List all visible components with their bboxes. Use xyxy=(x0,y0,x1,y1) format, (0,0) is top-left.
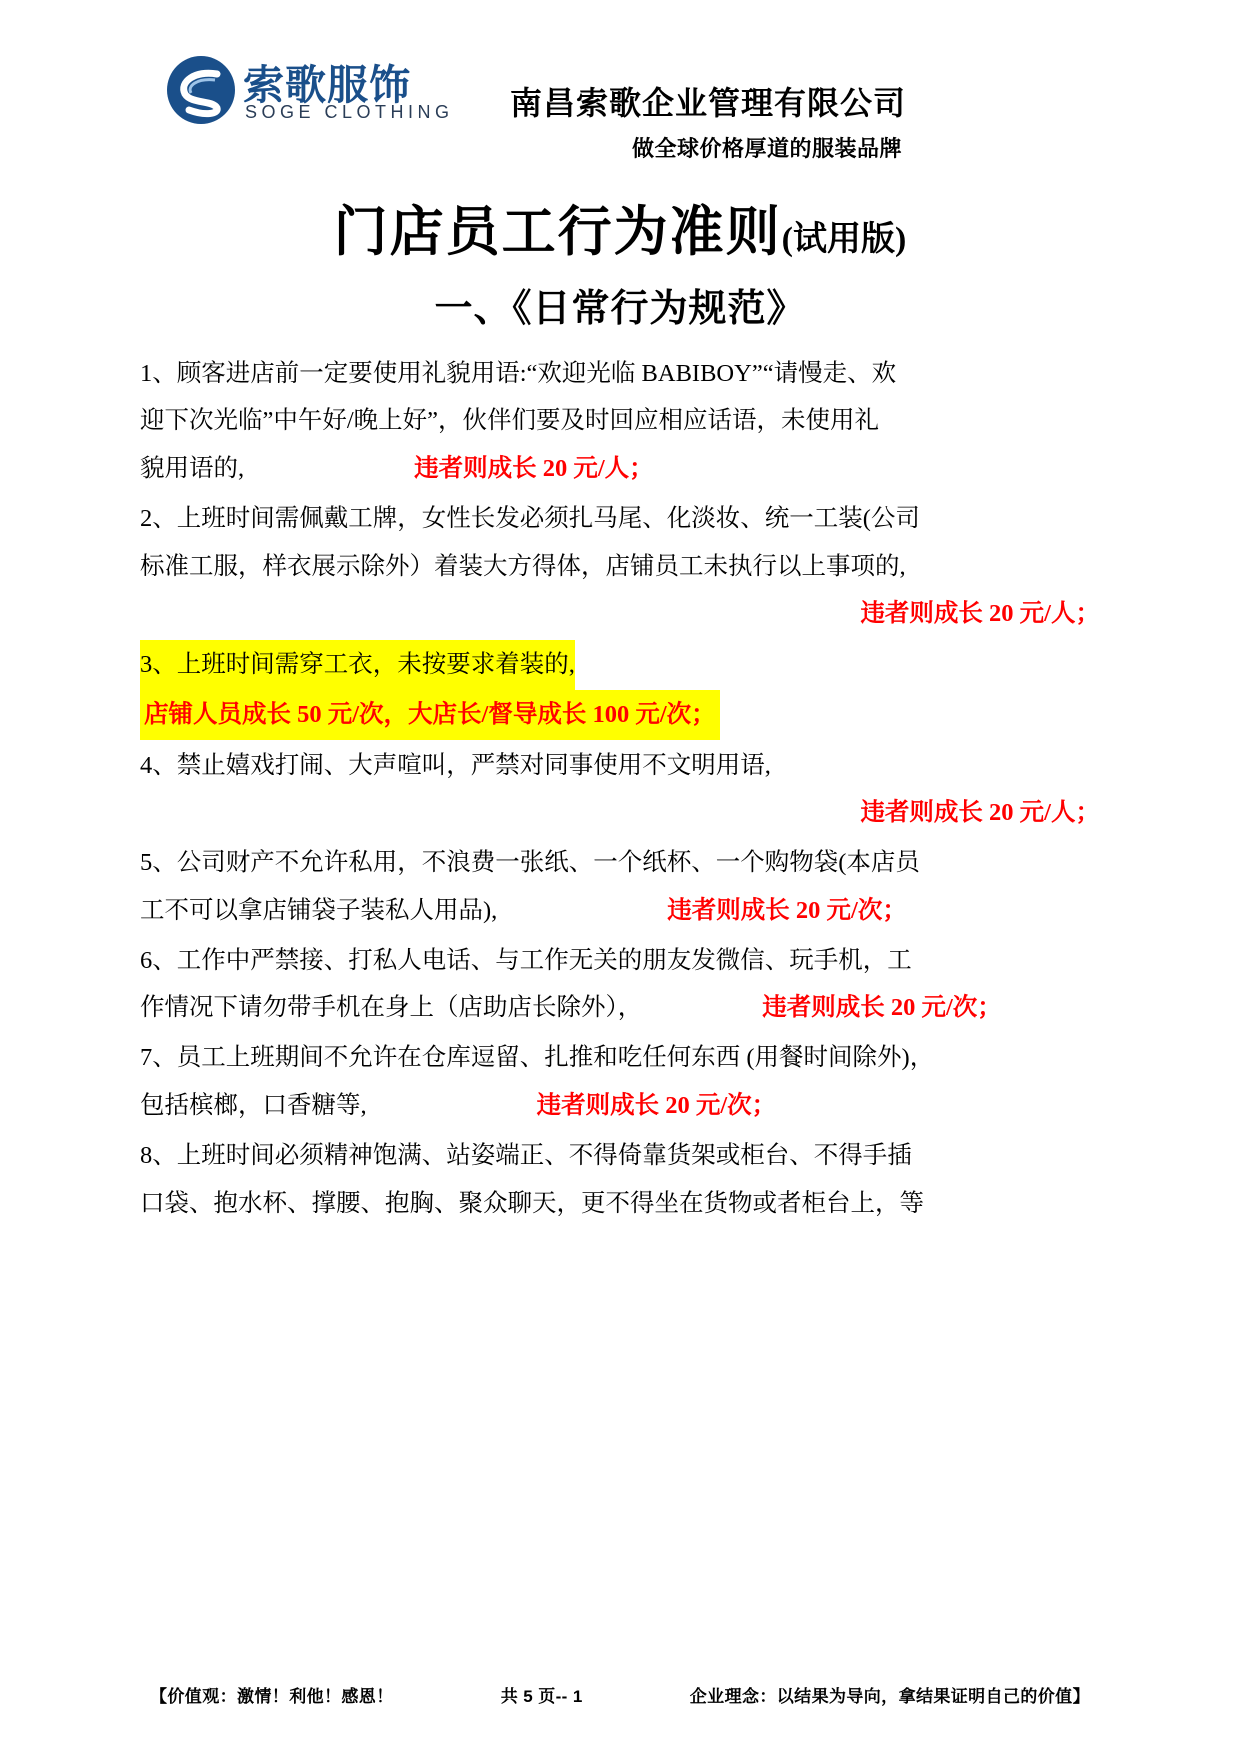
clause-1 xyxy=(140,350,1100,493)
clause-6-line-2-text: 作情况下请勿带手机在身上（店助店长除外）， xyxy=(140,994,643,1022)
clause-3-penalty-wrap xyxy=(140,690,1100,740)
clause-7-penalty: 违者则成长 20 元/次； xyxy=(536,1091,777,1119)
document-header xyxy=(140,0,1100,185)
clause-4-penalty: 违者则成长 20 元/人； xyxy=(860,799,1100,827)
soge-swirl-icon xyxy=(165,54,237,126)
clause-8 xyxy=(140,1132,1100,1228)
page-footer xyxy=(0,1682,1240,1707)
clause-2-line-1: 2、上班时间需佩戴工牌，女性长发必须扎马尾、化淡妆、统一工装(公司 xyxy=(140,504,920,532)
clause-8-line-2: 口袋、抱水杯、撑腰、抱胸、聚众聊天，更不得坐在货物或者柜台上，等 xyxy=(140,1189,924,1217)
clause-2-line-2: 标准工服，样衣展示除外）着装大方得体，店铺员工未执行以上事项的, xyxy=(140,552,906,580)
clause-6-line-1: 6、工作中严禁接、打私人电话、与工作无关的朋友发微信、玩手机，工 xyxy=(140,946,912,974)
clause-1-line-1: 1、顾客进店前一定要使用礼貌用语:“欢迎光临 BABIBOY”“请慢走、欢 xyxy=(140,359,897,387)
logo-english-text: SOGE CLOTHING xyxy=(245,102,454,122)
clause-5-line-2-text: 工不可以拿店铺袋子装私人用品), xyxy=(140,896,498,924)
clause-5-penalty: 违者则成长 20 元/次； xyxy=(667,896,907,924)
clause-7 xyxy=(140,1034,1100,1130)
document-body xyxy=(140,350,1100,1228)
clause-5-line-2 xyxy=(140,887,1100,935)
clause-6-line-2 xyxy=(140,984,1100,1032)
clause-6-penalty: 违者则成长 20 元/次； xyxy=(762,994,1002,1022)
clause-3-line-1-wrap xyxy=(140,640,1100,690)
clause-2-penalty: 违者则成长 20 元/人； xyxy=(860,600,1100,628)
clause-1-line-2: 迎下次光临”中午好/晚上好”，伙伴们要及时回应相应话语，未使用礼 xyxy=(140,407,880,435)
clause-5-line-1: 5、公司财产不允许私用，不浪费一张纸、一个纸杯、一个购物袋(本店员 xyxy=(140,849,920,877)
company-name: 南昌索歌企业管理有限公司 xyxy=(510,85,907,121)
clause-1-line-3-text: 貌用语的, xyxy=(140,455,245,483)
clause-8-line-1: 8、上班时间必须精神饱满、站姿端正、不得倚靠货架或柜台、不得手插 xyxy=(140,1141,912,1169)
clause-3-line-1: 3、上班时间需穿工衣，未按要求着装的, xyxy=(140,640,575,690)
clause-7-line-1: 7、员工上班期间不允许在仓库逗留、扎推和吃任何东西 (用餐时间除外)， xyxy=(140,1044,935,1072)
document-title-suffix: (试用版) xyxy=(781,221,907,258)
footer-values: 【价值观：激情！利他！感恩！ xyxy=(150,1687,394,1706)
company-slogan: 做全球价格厚道的服装品牌 xyxy=(632,136,903,161)
clause-2 xyxy=(140,495,1100,638)
clause-1-penalty: 违者则成长 20 元/人； xyxy=(414,455,654,483)
clause-5 xyxy=(140,839,1100,935)
clause-1-line-3 xyxy=(140,445,1100,493)
clause-7-line-2 xyxy=(140,1082,1100,1130)
footer-page-number: 共 5 页-- 1 xyxy=(500,1687,583,1706)
clause-7-line-2-text: 包括槟榔，口香糖等, xyxy=(140,1091,367,1119)
document-title-main: 门店员工行为准则 xyxy=(333,202,782,262)
section-title: 一、《日常行为规范》 xyxy=(434,287,806,330)
clause-3 xyxy=(140,640,1100,740)
clause-3-penalty: 店铺人员成长 50 元/次，大店长/督导成长 100 元/次； xyxy=(140,690,720,740)
clause-6 xyxy=(140,937,1100,1033)
logo-chinese-text: 索歌服饰 xyxy=(243,62,411,108)
footer-philosophy: 企业理念：以结果为导向，拿结果证明自己的价值】 xyxy=(689,1687,1090,1706)
company-logo xyxy=(165,50,454,135)
clause-4-line-1: 4、禁止嬉戏打闹、大声喧叫，严禁对同事使用不文明用语, xyxy=(140,751,771,779)
document-title xyxy=(140,199,1100,267)
clause-4 xyxy=(140,742,1100,838)
